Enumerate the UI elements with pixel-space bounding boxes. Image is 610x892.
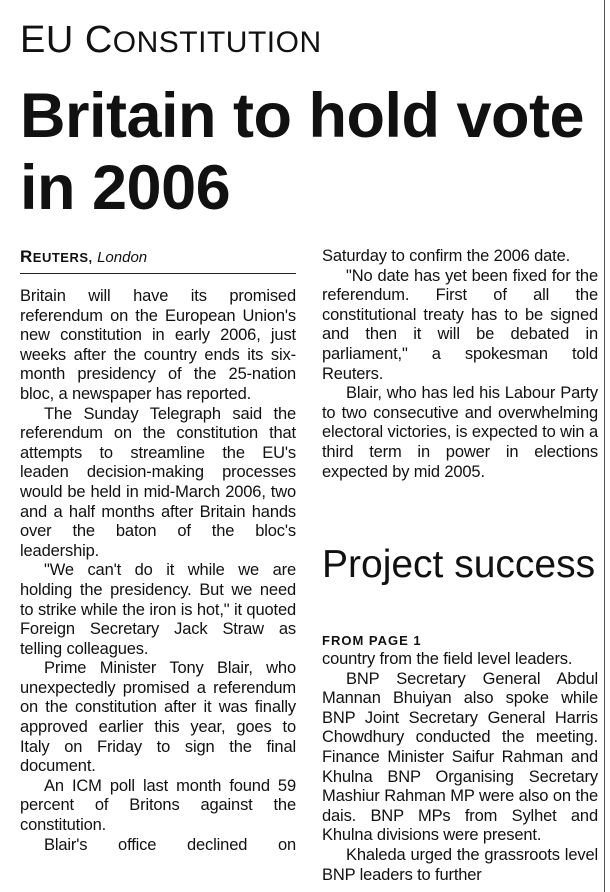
paragraph: Saturday to confirm the 2006 date. — [322, 247, 571, 265]
paragraph: Prime Minister Tony Blair, who unexpectedly promised a referendum on the constitution after it was finally approved earlier this year, goes to Italy on Friday to sign the final document. — [20, 659, 296, 776]
section-kicker: EU CONSTITUTION — [20, 19, 322, 61]
paragraph: BNP Secretary General Abdul Mannan Bhuiyan also spoke while BNP Joint Secretary General Harris Chowdhury conducted the meeting. Finance Minister Saifur Rahman and Khulna BNP Organising Secretary Mashiur Rahman MP were also on the dais. BNP MPs from Sylhet and Khulna divisions were present. — [322, 669, 598, 845]
paragraph: "We can't do it while we are holding the presidency. But we need to strike while the iron is hot," it quoted Foreign Secretary Jack Straw as telling colleagues. — [20, 561, 296, 658]
paragraph: Britain will have its promised referendum on the European Union's new constitution in early 2006, just weeks after the country ends its six-month presidency of the 25-nation bloc, a newspaper has reported. — [20, 287, 296, 403]
jump-label: FROM PAGE 1 — [322, 633, 422, 648]
story-column-2 — [322, 247, 598, 482]
headline: Britain to hold vote in 2006 — [20, 81, 584, 223]
byline-agency: REUTERS, — [20, 247, 93, 266]
paragraph: Blair's office declined on — [44, 835, 296, 854]
second-story-headline: Project success — [322, 543, 596, 586]
paragraph: "No date has yet been fixed for the referendum. First of all the constitutional treaty has to be signed and then it will be debated in parliament," a spokesman told Reuters. — [322, 266, 598, 383]
paragraph: country from the field level leaders. — [322, 650, 573, 668]
second-story-column — [322, 650, 598, 885]
column-border — [604, 0, 605, 892]
paragraph: The Sunday Telegraph said the referendum on the constitution that attempts to streamline the EU's leaden decision-making processes would be held in mid-March 2006, two and a half months after Britain hands over the baton of the bloc's leadership. — [20, 404, 296, 560]
paragraph: An ICM poll last month found 59 percent of Britons against the constitution. — [20, 776, 296, 835]
paragraph: Khaleda urged the grassroots level BNP leaders to further — [322, 845, 598, 884]
story-column-1 — [20, 287, 296, 855]
paragraph: Blair, who has led his Labour Party to two consecutive and overwhelming electoral victories, is expected to win a third term in power in elections expected by mid 2005. — [322, 384, 598, 481]
byline-place: London — [97, 249, 148, 266]
byline — [20, 246, 296, 274]
